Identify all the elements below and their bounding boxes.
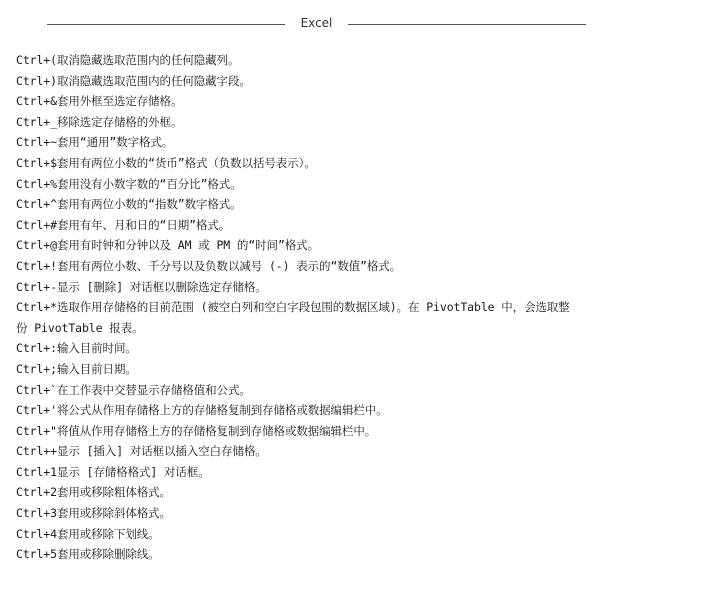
shortcut-line: Ctrl++显示 [插入] 对话框以插入空白存储格。: [16, 444, 267, 459]
shortcut-line: Ctrl+$套用有两位小数的“货币”格式（负数以括号表示）。: [16, 155, 316, 170]
header-rule-right: [348, 24, 586, 25]
shortcut-line: Ctrl+:输入目前时间。: [16, 341, 137, 356]
shortcut-line: Ctrl+)取消隐藏选取范围内的任何隐藏字段。: [16, 73, 251, 88]
shortcut-line: Ctrl+(取消隐藏选取范围内的任何隐藏列。: [16, 53, 240, 67]
shortcut-line: Ctrl+@套用有时钟和分钟以及 AM 或 PM 的“时间”格式。: [16, 238, 319, 253]
shortcut-line: 份 PivotTable 报表。: [16, 320, 144, 335]
shortcut-line: Ctrl+1显示 [存储格格式] 对话框。: [16, 464, 210, 479]
document-header: [0, 14, 712, 34]
header-rule-left: [47, 24, 285, 25]
shortcut-line: Ctrl+"将值从作用存储格上方的存储格复制到存储格或数据编辑栏中。: [16, 423, 377, 438]
shortcut-line: Ctrl+-显示 [删除] 对话框以删除选定存储格。: [16, 279, 267, 294]
shortcut-line: Ctrl+#套用有年、月和日的“日期”格式。: [16, 217, 231, 232]
shortcut-line: Ctrl+4套用或移除下划线。: [16, 526, 160, 541]
shortcut-list: [16, 50, 696, 565]
shortcut-line: Ctrl+~套用“通用”数字格式。: [16, 135, 174, 150]
shortcut-line: Ctrl+;输入目前日期。: [16, 361, 137, 376]
shortcut-line: Ctrl+2套用或移除粗体格式。: [16, 485, 171, 500]
shortcut-line: Ctrl+!套用有两位小数、千分号以及负数以减号 (-) 表示的“数值”格式。: [16, 258, 402, 273]
shortcut-line: Ctrl+&套用外框至选定存储格。: [16, 94, 183, 109]
shortcut-line: Ctrl+'将公式从作用存储格上方的存储格复制到存储格或数据编辑栏中。: [16, 403, 388, 418]
shortcut-line: Ctrl+*选取作用存储格的目前范围 (被空白列和空白字段包围的数据区域)。在 PivotTable 中，会选取整: [16, 300, 570, 315]
shortcut-line: Ctrl+3套用或移除斜体格式。: [16, 506, 171, 521]
shortcut-line: Ctrl+%套用没有小数字数的“百分比”格式。: [16, 176, 242, 191]
shortcut-line: Ctrl+_移除选定存储格的外框。: [16, 114, 183, 129]
document-title: Excel: [300, 16, 333, 30]
shortcut-line: Ctrl+^套用有两位小数的“指数”数字格式。: [16, 197, 242, 212]
shortcut-line: Ctrl+5套用或移除删除线。: [16, 547, 160, 562]
shortcut-line: Ctrl+`在工作表中交替显示存储格值和公式。: [16, 382, 251, 397]
